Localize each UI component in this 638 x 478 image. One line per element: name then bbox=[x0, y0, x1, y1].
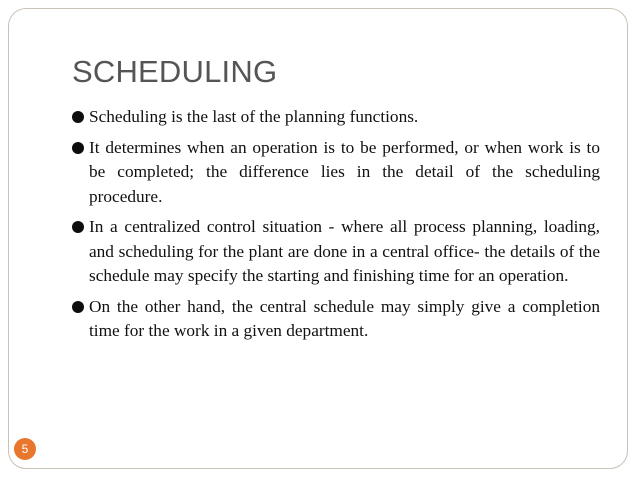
bullet-text: On the other hand, the central schedule may simply give a completion time for the work in a given department. bbox=[89, 296, 600, 340]
bullet-text: It determines when an operation is to be performed, or when work is to be completed; the difference lies in the detail of the scheduling procedure. bbox=[89, 137, 600, 206]
bullet-text: In a centralized control situation - where all process planning, loading, and scheduling for the plant are done in a central office- the details of the schedule may specify the starting and finishing time for an operation. bbox=[89, 217, 600, 285]
bullet-item bbox=[72, 136, 600, 210]
slide-title: SCHEDULING bbox=[72, 54, 278, 89]
bullet-dot-icon bbox=[72, 301, 84, 313]
bullet-item bbox=[72, 295, 600, 344]
bullet-dot-icon bbox=[72, 142, 84, 154]
bullet-text: Scheduling is the last of the planning functions. bbox=[89, 107, 419, 126]
bullet-item bbox=[72, 105, 600, 130]
bullet-dot-icon bbox=[72, 221, 84, 233]
bullet-list bbox=[72, 105, 600, 350]
bullet-item bbox=[72, 215, 600, 289]
page-number-badge: 5 bbox=[14, 438, 36, 460]
bullet-dot-icon bbox=[72, 111, 84, 123]
